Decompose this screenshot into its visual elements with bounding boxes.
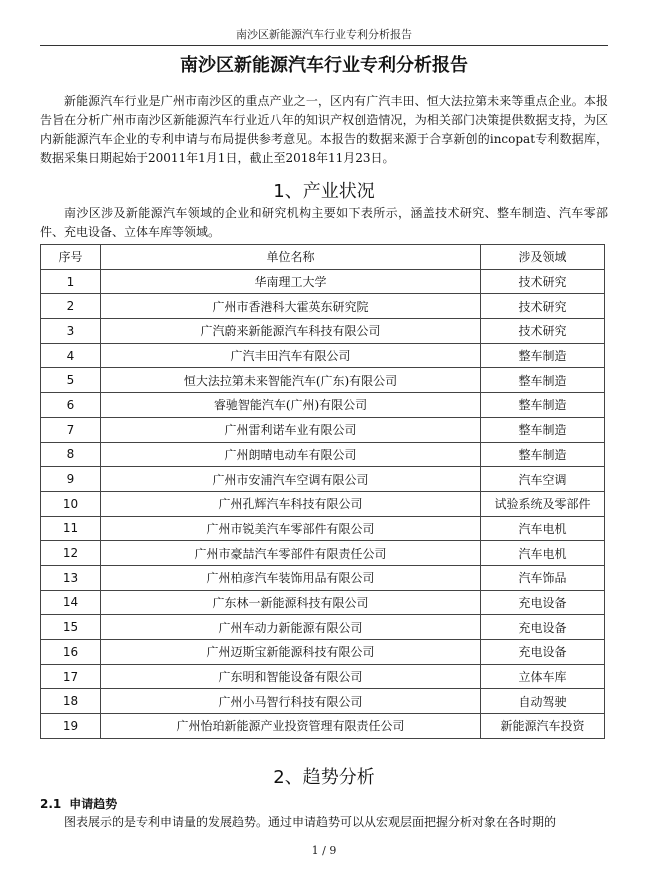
cell-unit-name: 广东明和智能设备有限公司 — [101, 664, 481, 689]
cell-field: 自动驾驶 — [481, 689, 605, 714]
cell-field: 汽车电机 — [481, 516, 605, 541]
cell-field: 新能源汽车投资 — [481, 714, 605, 739]
cell-index: 14 — [41, 590, 101, 615]
table-row — [41, 689, 605, 714]
table-row — [41, 343, 605, 368]
intro-paragraph: 新能源汽车行业是广州市南沙区的重点产业之一，区内有广汽丰田、恒大法拉第未来等重点企业。本报告旨在分析广州市南沙区新能源汽车行业近八年的知识产权创造情况，为相关部门决策提供数据支持，为区内新能源汽车企业的专利申请与布局提供参考意见。本报告的数据来源于合享新创的incopat专利数据库，数据采集日期起始于20011年1月1日，截止至2018年11月23日。 — [40, 94, 608, 165]
units-table-body — [41, 269, 605, 738]
table-row — [41, 417, 605, 442]
cell-unit-name: 广州车动力新能源有限公司 — [101, 615, 481, 640]
cell-field: 技术研究 — [481, 294, 605, 319]
page-title: 南沙区新能源汽车行业专利分析报告 — [180, 55, 468, 76]
section-2-paragraph: 图表展示的是专利申请量的发展趋势。通过申请趋势可以从宏观层面把握分析对象在各时期的 — [64, 815, 557, 829]
cell-index: 1 — [41, 269, 101, 294]
cell-field: 试验系统及零部件 — [481, 491, 605, 516]
header-divider — [40, 45, 608, 46]
cell-unit-name: 恒大法拉第未来智能汽车(广东)有限公司 — [101, 368, 481, 393]
table-row — [41, 491, 605, 516]
table-row — [41, 640, 605, 665]
column-header-index: 序号 — [41, 245, 101, 270]
cell-field: 技术研究 — [481, 319, 605, 344]
subsection-number: 2.1 — [40, 797, 62, 811]
cell-field: 立体车库 — [481, 664, 605, 689]
table-row — [41, 565, 605, 590]
table-row — [41, 590, 605, 615]
cell-index: 11 — [41, 516, 101, 541]
table-row — [41, 541, 605, 566]
cell-field: 汽车空调 — [481, 467, 605, 492]
table-row — [41, 294, 605, 319]
cell-field: 充电设备 — [481, 615, 605, 640]
cell-index: 18 — [41, 689, 101, 714]
table-row — [41, 615, 605, 640]
cell-unit-name: 广州怡珀新能源产业投资管理有限责任公司 — [101, 714, 481, 739]
subsection-title: 申请趋势 — [69, 797, 118, 811]
cell-field: 充电设备 — [481, 590, 605, 615]
cell-field: 技术研究 — [481, 269, 605, 294]
cell-index: 5 — [41, 368, 101, 393]
cell-unit-name: 广汽蔚来新能源汽车科技有限公司 — [101, 319, 481, 344]
table-row — [41, 516, 605, 541]
cell-index: 6 — [41, 393, 101, 418]
table-row — [41, 368, 605, 393]
cell-unit-name: 广州市香港科大霍英东研究院 — [101, 294, 481, 319]
table-row — [41, 442, 605, 467]
cell-index: 16 — [41, 640, 101, 665]
cell-index: 3 — [41, 319, 101, 344]
cell-unit-name: 广州孔辉汽车科技有限公司 — [101, 491, 481, 516]
cell-unit-name: 广州小马智行科技有限公司 — [101, 689, 481, 714]
column-header-unit-name: 单位名称 — [101, 245, 481, 270]
section-2-heading: 2、趋势分析 — [273, 767, 375, 788]
cell-index: 4 — [41, 343, 101, 368]
cell-unit-name: 广州迈斯宝新能源科技有限公司 — [101, 640, 481, 665]
cell-index: 9 — [41, 467, 101, 492]
cell-index: 15 — [41, 615, 101, 640]
cell-index: 8 — [41, 442, 101, 467]
cell-unit-name: 广州市锐美汽车零部件有限公司 — [101, 516, 481, 541]
cell-unit-name: 睿驰智能汽车(广州)有限公司 — [101, 393, 481, 418]
cell-index: 10 — [41, 491, 101, 516]
cell-unit-name: 广州雷利诺车业有限公司 — [101, 417, 481, 442]
cell-field: 整车制造 — [481, 442, 605, 467]
cell-index: 2 — [41, 294, 101, 319]
cell-field: 整车制造 — [481, 417, 605, 442]
cell-index: 7 — [41, 417, 101, 442]
cell-index: 12 — [41, 541, 101, 566]
cell-unit-name: 广州市豪喆汽车零部件有限责任公司 — [101, 541, 481, 566]
cell-unit-name: 广州朗晴电动车有限公司 — [101, 442, 481, 467]
column-header-field: 涉及领域 — [481, 245, 605, 270]
cell-index: 19 — [41, 714, 101, 739]
cell-field: 充电设备 — [481, 640, 605, 665]
table-row — [41, 664, 605, 689]
cell-index: 13 — [41, 565, 101, 590]
units-table — [40, 244, 605, 739]
cell-index: 17 — [41, 664, 101, 689]
cell-unit-name: 华南理工大学 — [101, 269, 481, 294]
cell-field: 整车制造 — [481, 393, 605, 418]
table-header-row — [41, 245, 605, 270]
cell-field: 整车制造 — [481, 343, 605, 368]
cell-field: 汽车饰品 — [481, 565, 605, 590]
cell-field: 整车制造 — [481, 368, 605, 393]
table-row — [41, 269, 605, 294]
table-row — [41, 319, 605, 344]
running-header: 南沙区新能源汽车行业专利分析报告 — [236, 28, 412, 41]
section-1-paragraph: 南沙区涉及新能源汽车领域的企业和研究机构主要如下表所示，涵盖技术研究、整车制造、汽车零部件、充电设备、立体车库等领域。 — [40, 206, 608, 239]
subsection-heading — [40, 795, 117, 812]
table-row — [41, 467, 605, 492]
table-row — [41, 393, 605, 418]
cell-field: 汽车电机 — [481, 541, 605, 566]
page-number: 1 / 9 — [311, 844, 337, 857]
table-row — [41, 714, 605, 739]
cell-unit-name: 广汽丰田汽车有限公司 — [101, 343, 481, 368]
cell-unit-name: 广东林一新能源科技有限公司 — [101, 590, 481, 615]
cell-unit-name: 广州柏彦汽车装饰用品有限公司 — [101, 565, 481, 590]
section-1-heading: 1、产业状况 — [273, 181, 375, 202]
cell-unit-name: 广州市安浦汽车空调有限公司 — [101, 467, 481, 492]
